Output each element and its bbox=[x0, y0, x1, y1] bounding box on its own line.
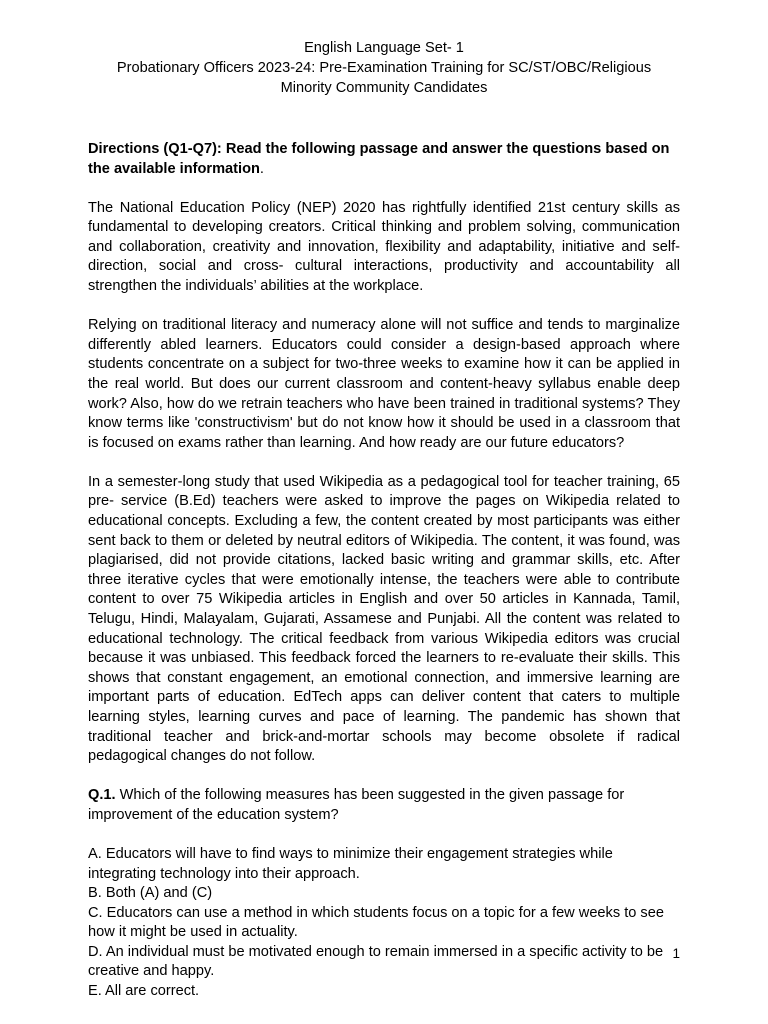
page-number: 1 bbox=[672, 946, 680, 961]
directions-instruction bbox=[88, 140, 680, 179]
passage-paragraph-3: In a semester-long study that used Wikipedia as a pedagogical tool for teacher training, 65 pre- service (B.Ed) teachers were asked to improve the pages on Wikipedia related to educational concepts. Excluding a few, the content created by most participants was either sent back to them or deleted by neutral editors of Wikipedia. The content, it was found, was plagiarised, did not provide citations, lacked basic writing and grammar skills, etc. After three iterative cycles that were emotionally intense, the teachers were able to contribute content to over 75 Wikipedia articles in English and over 50 articles in Kannada, Tamil, Telugu, Hindi, Malayalam, Gujarati, Assamese and Punjabi. All the content was related to educational technology. The critical feedback from various Wikipedia editors was crucial because it was unbiased. This feedback forced the learners to re-evaluate their skills. This shows that constant engagement, an emotional connection, and immersive learning are important parts of education. EdTech apps can deliver content that caters to multiple learning styles, learning curves and pace of learning. The pandemic has shown that traditional teacher and brick-and-mortar schools may become obsolete if radical pedagogical changes do not follow. bbox=[88, 473, 680, 765]
question-1-options bbox=[88, 845, 680, 1002]
document-body bbox=[88, 140, 680, 1002]
directions-period: . bbox=[259, 160, 264, 177]
header-line-program-cont: Minority Community Candidates bbox=[280, 80, 488, 96]
passage-paragraph-2: Relying on traditional literacy and numeracy alone will not suffice and tends to marginalize differently abled learners. Educators could consider a design-based approach where students concentrate on a subject for two-three weeks to examine how it can be applied in the real world. But does our current classroom and content-heavy syllabus enable deep work? Also, how do we retrain teachers who have been trained in traditional systems? They know terms like 'constructivism' but do not know how it should be used in a classroom that is focused on exams rather than learning. And how ready are our future educators? bbox=[88, 317, 680, 451]
passage-paragraph-1: The National Education Policy (NEP) 2020 has rightfully identified 21st century skills as fundamental to developing creators. Critical thinking and problem solving, communication and collaboration, creativity and innovation, flexibility and adaptability, initiative and self- direction, social and cross- cultural interactions, productivity and accountability all strengthen the individuals’ abilities at the workplace. bbox=[88, 199, 680, 295]
option-e[interactable]: E. All are correct. bbox=[88, 983, 200, 1000]
option-b[interactable]: B. Both (A) and (C) bbox=[88, 885, 213, 902]
directions-text: Directions (Q1-Q7): Read the following passage and answer the questions based on the available information bbox=[88, 141, 670, 177]
header-line-title: English Language Set- 1 bbox=[304, 40, 464, 56]
option-a[interactable]: A. Educators will have to find ways to minimize their engagement strategies while integrating technology into their approach. bbox=[88, 845, 613, 882]
option-d[interactable]: D. An individual must be motivated enough to remain immersed in a specific activity to be creative and happy. bbox=[88, 943, 664, 980]
question-number: Q.1. bbox=[88, 787, 116, 804]
document-header bbox=[88, 38, 680, 98]
header-line-program: Probationary Officers 2023-24: Pre-Examination Training for SC/ST/OBC/Religious bbox=[116, 60, 652, 76]
question-1 bbox=[88, 786, 680, 825]
option-c[interactable]: C. Educators can use a method in which students focus on a topic for a few weeks to see how it might be used in actuality. bbox=[88, 904, 664, 941]
question-text: Which of the following measures has been suggested in the given passage for improvement of the education system? bbox=[88, 787, 625, 823]
